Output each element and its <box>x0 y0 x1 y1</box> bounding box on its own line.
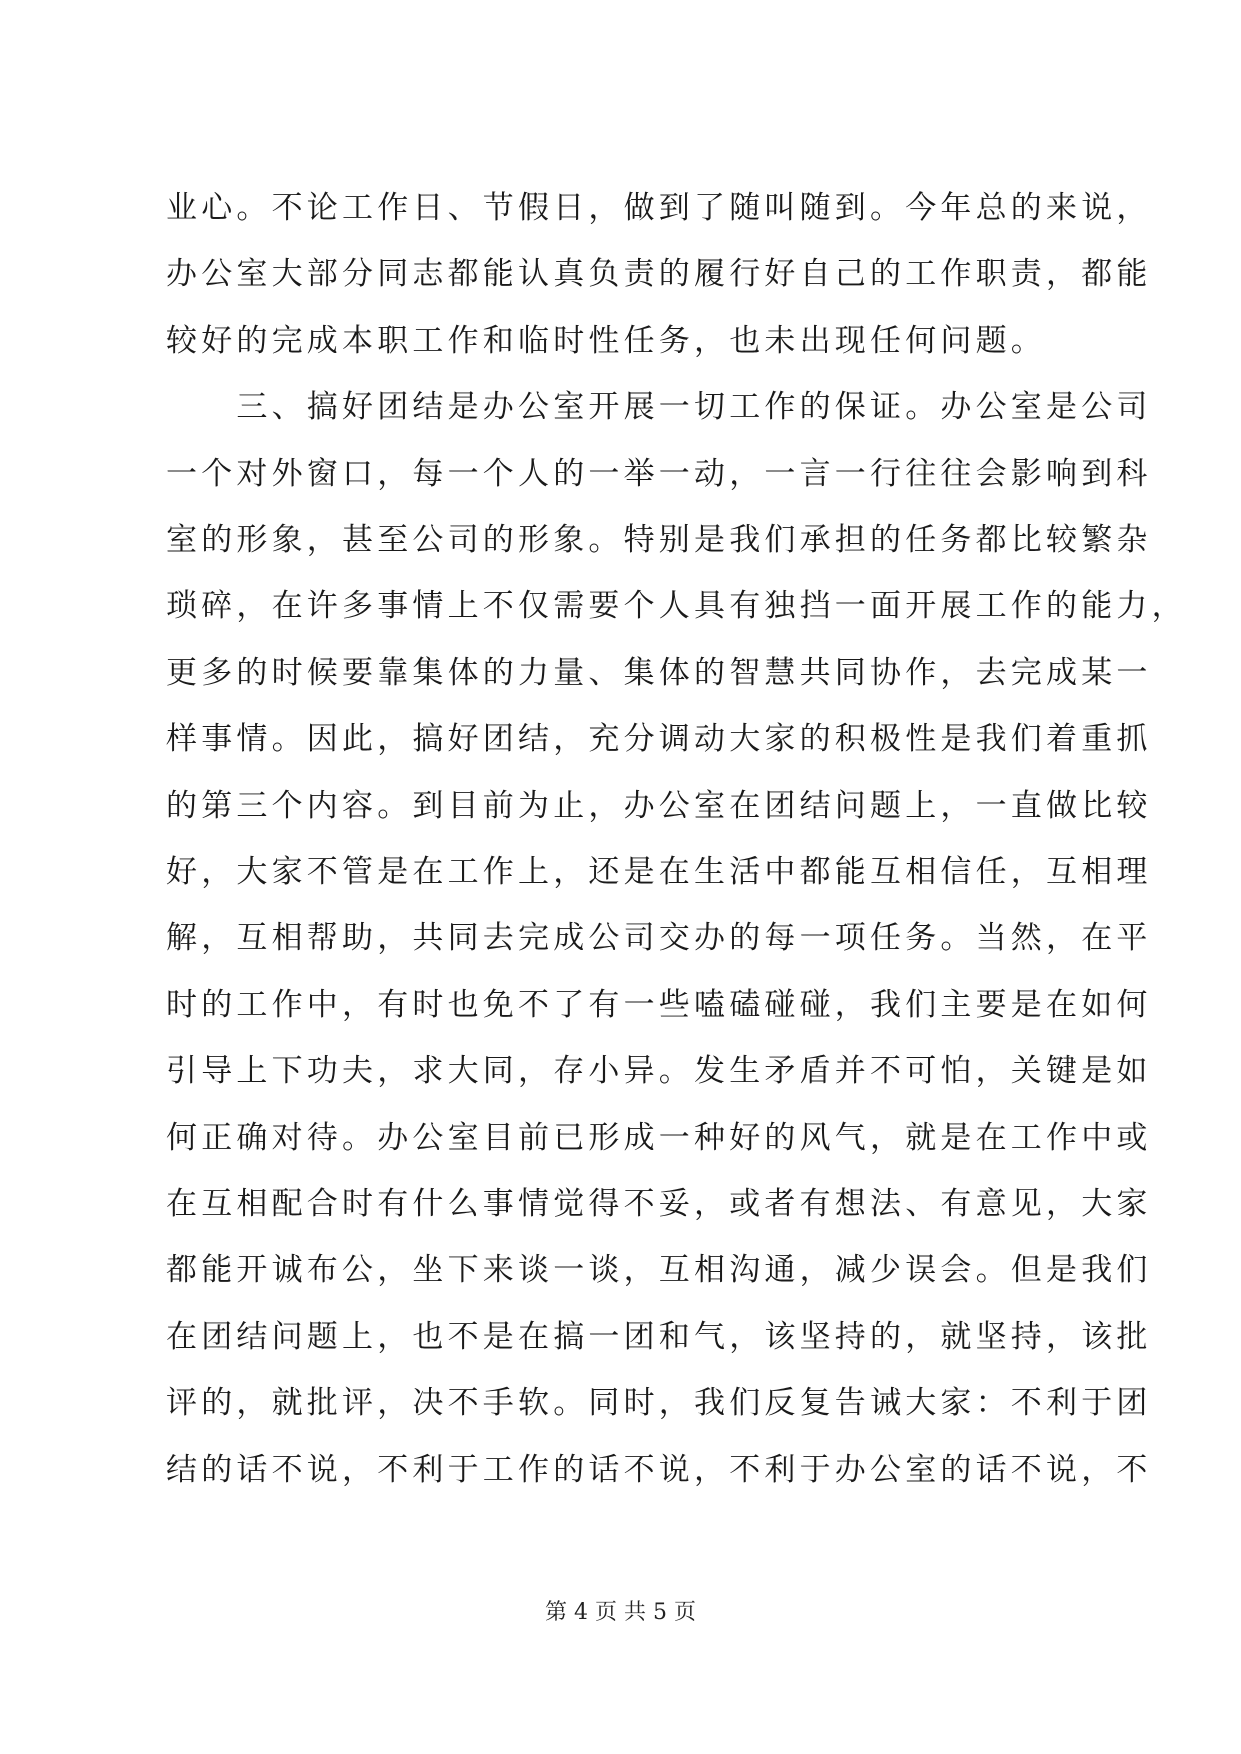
text-line: 结的话不说，不利于工作的话不说，不利于办公室的话不说，不 <box>166 1452 1152 1488</box>
text-line: 何正确对待。办公室目前已形成一种好的风气，就是在工作中或 <box>166 1120 1152 1156</box>
text-line: 的第三个内容。到目前为止，办公室在团结问题上，一直做比较 <box>166 788 1152 824</box>
text-line: 评的，就批评，决不手软。同时，我们反复告诫大家：不利于团 <box>166 1385 1152 1421</box>
text-line: 室的形象，甚至公司的形象。特别是我们承担的任务都比较繁杂 <box>166 522 1152 558</box>
text-line: 好，大家不管是在工作上，还是在生活中都能互相信任，互相理 <box>166 854 1152 890</box>
text-line: 更多的时候要靠集体的力量、集体的智慧共同协作，去完成某一 <box>166 655 1152 691</box>
text-line: 琐碎，在许多事情上不仅需要个人具有独挡一面开展工作的能力， <box>166 588 1187 624</box>
page-footer: 第 4 页 共 5 页 <box>545 1600 696 1625</box>
text-line: 一个对外窗口，每一个人的一举一动，一言一行往往会影响到科 <box>166 456 1152 492</box>
text-line: 时的工作中，有时也免不了有一些嗑磕碰碰，我们主要是在如何 <box>166 987 1152 1023</box>
text-line: 解，互相帮助，共同去完成公司交办的每一项任务。当然，在平 <box>166 920 1152 956</box>
text-line: 都能开诚布公，坐下来谈一谈，互相沟通，减少误会。但是我们 <box>166 1252 1152 1288</box>
text-line: 三、搞好团结是办公室开展一切工作的保证。办公室是公司 <box>166 389 1152 425</box>
text-line: 样事情。因此，搞好团结，充分调动大家的积极性是我们着重抓 <box>166 721 1152 757</box>
text-line: 在团结问题上，也不是在搞一团和气，该坚持的，就坚持，该批 <box>166 1319 1152 1355</box>
text-line: 较好的完成本职工作和临时性任务，也未出现任何问题。 <box>166 323 1046 359</box>
text-line: 在互相配合时有什么事情觉得不妥，或者有想法、有意见，大家 <box>166 1186 1152 1222</box>
text-line: 办公室大部分同志都能认真负责的履行好自己的工作职责，都能 <box>166 256 1152 292</box>
text-line: 引导上下功夫，求大同，存小异。发生矛盾并不可怕，关键是如 <box>166 1053 1152 1089</box>
text-line: 业心。不论工作日、节假日，做到了随叫随到。今年总的来说， <box>166 190 1152 226</box>
